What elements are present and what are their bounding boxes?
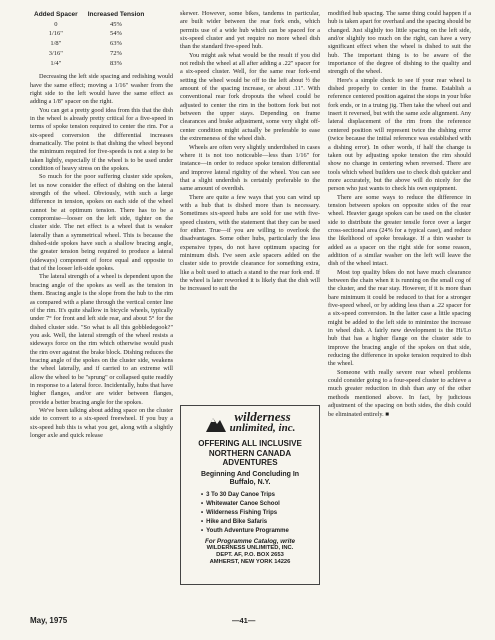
paragraph: We've been talking about adding space on the cluster side to convert to a six-speed freewheel. If you buy a six-speed hub this is what you get, along with a slightly longer axle and quick release xyxy=(30,406,173,439)
paragraph: Decreasing the left side spacing and redishing would have the same effect; moving a 1/16" washer from the right side to the left would have the same effect as adding a 1/8" spacer on the right. xyxy=(30,73,173,106)
mountain-logo-icon xyxy=(205,412,227,434)
list-item: • Youth Adventure Programme xyxy=(201,527,313,536)
ad-address-line: AMHERST, NEW YORK 14226 xyxy=(209,559,291,565)
table-row xyxy=(34,20,154,30)
footer-date: May, 1975 xyxy=(30,616,68,625)
column-3 xyxy=(328,10,471,419)
table-cell: 1/4" xyxy=(50,59,62,67)
ad-logo-name: wilderness xyxy=(234,409,291,424)
paragraph: There are some ways to reduce the difference in tension between spokes on opposite sides of the rear wheel. Heavier gauge spokes can be used on the cluster side to distribute the greater tensile force over a larger cross-sectional area (24% for a typical case), and reduce the likelihood of spoke breakage. If a thin washer is added as a spacer on the right side for some reason, addition of a similar washer on the left will leave the dish of the wheel intact. xyxy=(328,193,471,268)
column-2 xyxy=(180,10,320,294)
list-item: • Wilderness Fishing Trips xyxy=(201,509,313,518)
table-header: Increased Tension xyxy=(87,11,145,18)
paragraph: skewer. However, some bikes, tandems in particular, are built wider between the rear fork ends, which permits use of a wide hub which can be spaced for a six-speed cluster and yet require no more wheel dish than the standard five-speed hub. xyxy=(180,10,320,51)
table-row xyxy=(34,59,154,69)
wilderness-advertisement xyxy=(180,405,320,585)
list-item: • Hike and Bike Safaris xyxy=(201,518,313,527)
ad-subhead: Beginning And Concluding In Buffalo, N.Y. xyxy=(200,470,300,486)
column-1 xyxy=(30,10,173,440)
list-item: • Whitewater Canoe School xyxy=(201,500,313,509)
paragraph: The lateral strength of a wheel is dependent upon the bracing angle of the spokes as well as the tension in them. Bracing angle is the slope from the hub to the rim as compared with a plane through the vertical center line of the rim. It's quite shallow in bicycle wheels, typically under 7° for front and left side rear, and about 5° for the dished cluster side. "So what is all this gobbledegook?" you ask. Well, the lateral strength of the wheel resists a sideways force on the rim which otherwise would push the rim over against the brake block. Dishing reduces the bracing angle of the spokes on the cluster side, weakens the wheel laterally, and if carried to an extreme will allow the wheel to be "sprung" or collapsed quite readily in response to a lateral force. Incidentally, hubs that have higher flanges, and/or are wider between flanges, provide a better bracing angle for the spokes. xyxy=(30,273,173,406)
paragraph: modified hub spacing. The same thing could happen if a hub is taken apart for overhaul and the spacing should be changed. Just slightly too little spacing on the left side, and/or slightly too much on the right, can have a very significant effect when the wheel is dished to suit the hub. The important thing is to be aware of the importance of the degree of dishing to the quality and strength of the wheel. xyxy=(328,10,471,76)
paragraph: You might ask what would be the result if you did not redish the wheel at all after adding a .22" spacer for a six-speed cluster. Well, for the same rear fork-end setting the wheel would be off to the left about ½ the amount of the spacing increase, or about .11". With conventional rear fork dropouts the wheel could be adjusted to center the rim in the bottom fork but not between the upper stays. Depending on frame clearances and brake adjustment, some very slight off-center condition might actually be preferable to ease the extremeness of the wheel dish. xyxy=(180,51,320,143)
table-cell: 3/16" xyxy=(48,49,63,57)
ad-logo xyxy=(187,411,313,434)
paragraph: Most top quality bikes do not have much clearance between the chain when it is running on the small cog of the cluster, and the rear stay. However, if it is more than bare minimum it could be reduced to that for a stronger five-speed wheel, or by adding less than a .22 spacer for a six-speed conversion. In the latter case a little spacing might be added to the left side to minimize the increase in wheel dish. A fairly new development is the Hi/Lo hub that has a higher flange on the cluster side to improve the bracing angle of the spokes on that side, reducing the difference in spoke tension required to dish the wheel. xyxy=(328,268,471,368)
table-cell: 63% xyxy=(110,40,122,48)
spacer-tension-table xyxy=(34,10,154,68)
ad-logo-sub: unlimited, inc. xyxy=(229,422,296,434)
table-header: Added Spacer xyxy=(34,11,78,18)
paragraph: There are quite a few ways that you can wind up with a hub that is dished more than is necessary. Sometimes six-speed hubs are sold for use with five-speed clusters, with the statement that they can be used for either. True—if you are willing to overlook the disadvantages. Some other hubs, particularly the less expensive types, do not have optimum spacing for minimum dish. I've seen axle spacers added on the cluster side to provide clearance for something extra, like a bolt used to attach a stand to the rear fork end. If the wheel is later reworked it is likely that the dish will be increased to suit the xyxy=(180,193,320,293)
table-cell: 1/8" xyxy=(50,40,62,48)
table-row xyxy=(34,29,154,39)
paragraph: Someone with really severe rear wheel problems could consider going to a four-speed cluster to achieve a much greater reduction in dish than any of the other methods mentioned above. In fact, by judicious adjustment of the spacing on both sides, the dish could be eliminated entirely. ■ xyxy=(328,368,471,418)
paragraph: You can get a pretty good idea from this that the dish in the wheel is already pretty critical for a five-speed in terms of spoke tension required to center the rim. For a six-speed conversion the differential increases dramatically. The point is that dishing the wheel beyond the minimum required for five-speeds is not a step to be taken lightly, especially if the wheel is to be used under condition of heavy stress on the spokes. xyxy=(30,106,173,172)
paragraph: Here's a simple check to see if your rear wheel is dished properly to center in the frame. Establish a reference centered position against the stops in your bike fork ends, or in a truing jig. Then take the wheel out and insert it reversed, but with the same axle alignment. Any lateral displacement of the rim from the reference centered position will represent twice the dishing error (twice because the initial reference was established with a dishing error). In other words, if half the change is taken out by adjusting spoke tension the rim should show no change in centering when reversed. There are tools which wheel builders use to check dish quicker and more accurately, but the above will do nicely for the person who just wants to check his own equipment. xyxy=(328,76,471,193)
table-row xyxy=(34,49,154,59)
ad-headline: OFFERING ALL INCLUSIVE NORTHERN CANADA ADVENTURES xyxy=(198,439,302,467)
table-cell: 45% xyxy=(110,20,122,28)
ad-address-line: WILDERNESS UNLIMITED, INC. xyxy=(206,545,294,551)
table-row xyxy=(34,39,154,49)
table-cell: 83% xyxy=(110,59,122,67)
table-cell: 1/16" xyxy=(48,30,63,38)
table-cell: 0 xyxy=(54,20,58,28)
table-cell: 54% xyxy=(110,30,122,38)
page-number: —41— xyxy=(232,616,256,625)
ad-list xyxy=(201,491,313,536)
paragraph: Wheels are often very slightly underdished in cases where it is not too noticeable—less than 1/16" for instance—in order to reduce spoke tension differential and improve lateral rigidity of the wheel. You can see that a slight underdish is certainly preferable to the same amount of overdish. xyxy=(180,143,320,193)
table-cell: 72% xyxy=(110,49,122,57)
list-item: • 3 To 30 Day Canoe Trips xyxy=(201,491,313,500)
paragraph: So much for the poor suffering cluster side spokes, let us now consider the effect of dishing on the lateral strength of the wheel. Obviously, with such a large difference in tension, spokes on each side of the wheel cannot be at optimum tension. There has to be a compromise—looser on the left side, tighter on the cluster side. The net effect is a wheel that is weaker laterally than a symmetrical wheel. This is because the dished-side spokes have such a shallow bracing angle, the greater tension being required to produce a lateral (sideways) component of force equal and opposite to that of the looser left-side spokes. xyxy=(30,173,173,273)
ad-address-line: DEPT. AF, P.O. BOX 2653 xyxy=(216,552,284,558)
ad-catalog-line: For Programme Catalog, write xyxy=(205,537,295,545)
